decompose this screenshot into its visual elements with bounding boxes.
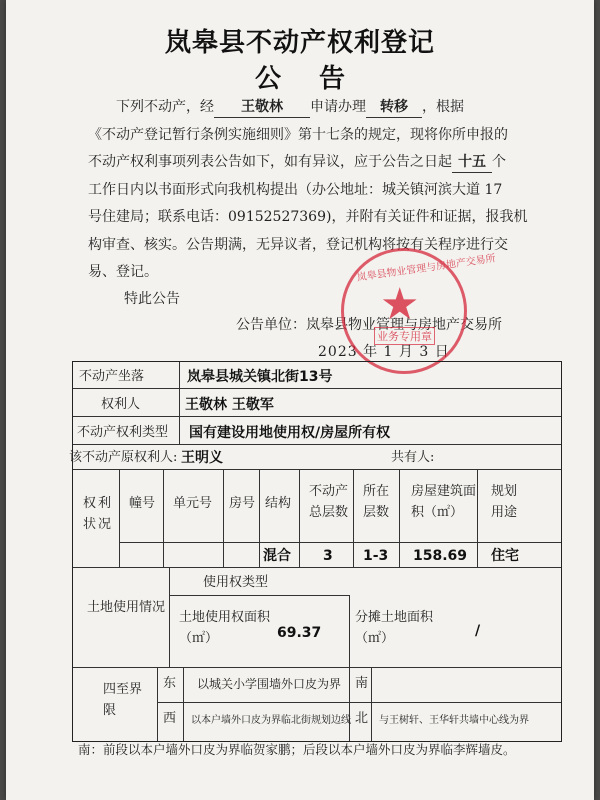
page-title: 岚皋县不动产权利登记 <box>164 28 435 58</box>
land-area-value: 69.37 <box>277 625 322 641</box>
body-line: 构审查、核实。公告期满，无异议者，登记机构将按有关程序进行交 <box>88 236 508 253</box>
floor-value: 1-3 <box>363 548 389 564</box>
col-structure: 结构 <box>265 496 292 511</box>
location-value: 岚皋县城关镇北街13号 <box>187 369 333 385</box>
owner-value: 王敬林 王敬军 <box>185 397 274 413</box>
location-label: 不动产坐落 <box>79 369 145 384</box>
applicant-field: 王敬林 <box>214 97 310 118</box>
seal-ring-text: 岚皋县物业管理与房地产交易所 <box>356 253 497 284</box>
shared-area-label: 分摊土地面积（㎡） <box>355 610 434 646</box>
west-value: 以本户墙外口皮为界临北街规划边线 <box>191 715 351 726</box>
orig-owner-value: 王明义 <box>181 450 223 466</box>
col-use: 规划用途 <box>491 484 518 520</box>
star-icon: ★ <box>380 279 420 330</box>
shared-area-value: / <box>475 623 481 639</box>
north-label: 北 <box>355 711 369 726</box>
body-text: 下列不动产，经 <box>116 99 214 115</box>
col-area: 房屋建筑面积（㎡） <box>411 484 477 520</box>
south-label: 南 <box>355 676 369 691</box>
body-line: 号住建局；联系电话：09152527369)，并附有关证件和证据，报我机 <box>88 209 528 225</box>
boundary-label: 四至界限 <box>103 682 143 718</box>
land-use-type-label: 使用权类型 <box>203 575 269 590</box>
body-text: 不动产权利事项列表公告如下，如有异议，应于公告之日起 <box>88 154 452 170</box>
body-text: ，根据 <box>422 99 464 115</box>
col-room: 房号 <box>229 496 256 511</box>
col-floor: 所在层数 <box>363 484 390 520</box>
official-seal <box>341 248 497 374</box>
owner-label: 权利人 <box>101 397 141 412</box>
co-owner-label: 共有人: <box>391 450 435 465</box>
issue-date: 2023 年 1 月 3 日 <box>318 344 450 360</box>
body-text: 申请办理 <box>310 99 366 115</box>
property-table <box>69 361 562 742</box>
body-line: 工作日内以书面形式向我机构提出（办公地址：城关镇河滨大道 17 <box>88 181 503 198</box>
status-label: 权利状况 <box>83 496 114 532</box>
seal-label: 业务专用章 <box>374 327 435 345</box>
body-text: 个 <box>492 154 506 170</box>
business-field: 转移 <box>366 97 422 118</box>
body-line: 《不动产登记暂行条例实施细则》第十七条的规定，现将你所申报的 <box>88 126 508 143</box>
right-type-label: 不动产权利类型 <box>77 425 169 440</box>
east-label: 东 <box>163 676 177 691</box>
east-value: 以城关小学围墙外口皮为界 <box>197 677 342 691</box>
col-building: 幢号 <box>129 496 156 511</box>
structure-value: 混合 <box>263 548 291 564</box>
land-label: 土地使用情况 <box>87 600 166 615</box>
closing-text: 特此公告 <box>124 291 180 307</box>
use-value: 住宅 <box>491 548 519 564</box>
right-type-value: 国有建设用地使用权/房屋所有权 <box>189 425 391 441</box>
orig-owner-label: 该不动产原权利人: <box>69 450 178 465</box>
north-value: 与王树轩、王华轩共墙中心线为界 <box>379 715 529 726</box>
issuer-name: 岚皋县物业管理与房地产交易所 <box>306 317 502 333</box>
footnote: 南：前段以本户墙外口皮为界临贺家鹏；后段以本户墙外口皮为界临李辉墙皮。 <box>78 742 516 757</box>
notice-paper <box>6 0 594 800</box>
days-field: 十五 <box>452 152 492 173</box>
total-floors-value: 3 <box>323 548 333 564</box>
land-area-label: 土地使用权面积（㎡） <box>179 610 271 646</box>
body-line: 易、登记。 <box>88 264 158 280</box>
col-unit: 单元号 <box>173 496 213 511</box>
area-value: 158.69 <box>413 548 468 564</box>
issuer-label: 公告单位： <box>236 317 306 333</box>
col-total-floors: 不动产总层数 <box>309 484 349 520</box>
page-subtitle: 公告 <box>254 64 383 94</box>
west-label: 西 <box>163 711 177 726</box>
